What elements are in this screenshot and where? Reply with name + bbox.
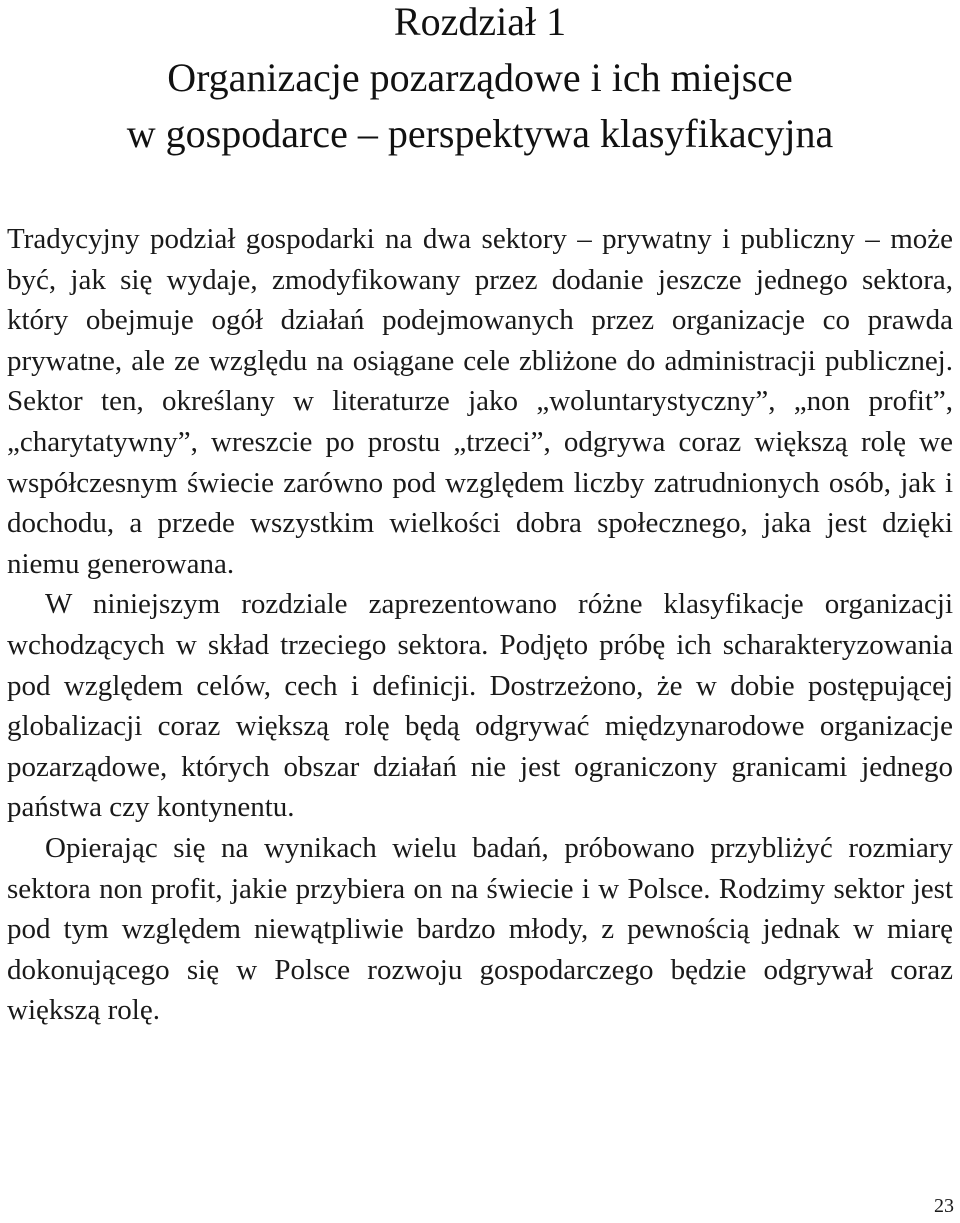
paragraph-research: Opierając się na wynikach wielu badań, próbowano przybliżyć rozmiary sektora non profit, jakie przybiera on na świecie i w Polsce. Rodzimy sektor jest pod tym względem niewątpliwie bardzo młody, z pewnością jednak w miarę dokonującego się w Polsce rozwoju gospodarczego będzie odgrywał coraz większą rolę. [7, 831, 953, 1027]
chapter-title-line-1: Organizacje pozarządowe i ich miejsce [167, 55, 793, 100]
page-number: 23 [934, 1195, 954, 1217]
chapter-body [7, 219, 953, 1031]
chapter-number: Rozdział 1 [393, 0, 567, 44]
paragraph-classification: W niniejszym rozdziale zaprezentowano różne klasyfikacje organizacji wchodzących w skład trzeciego sektora. Podjęto próbę ich scharakteryzowania pod względem celów, cech i definicji. Dostrzeżono, że w dobie postępującej globalizacji coraz większą rolę będą odgrywać międzynarodowe organizacje pozarządowe, których obszar działań nie jest ograniczony granicami jednego państwa czy kontynentu. [7, 588, 953, 824]
chapter-title-line-2: w gospodarce – perspektywa klasyfikacyjna [126, 111, 834, 156]
paragraph-intro: Tradycyjny podział gospodarki na dwa sektory – prywatny i publiczny – może być, jak się wydaje, zmodyfikowany przez dodanie jeszcze jednego sektora, który obejmuje ogół działań podejmowanych przez organizacje co prawda prywatne, ale ze względu na osiągane cele zbliżone do administracji publicznej. Sektor ten, określany w literaturze jako „woluntarystyczny”, „non profit”, „charytatywny”, wreszcie po prostu „trzeci”, odgrywa coraz większą rolę we współczesnym świecie zarówno pod względem liczby zatrudnionych osób, jak i dochodu, a przede wszystkim wielkości dobra społecznego, jaka jest dzięki niemu generowana. [7, 223, 953, 580]
